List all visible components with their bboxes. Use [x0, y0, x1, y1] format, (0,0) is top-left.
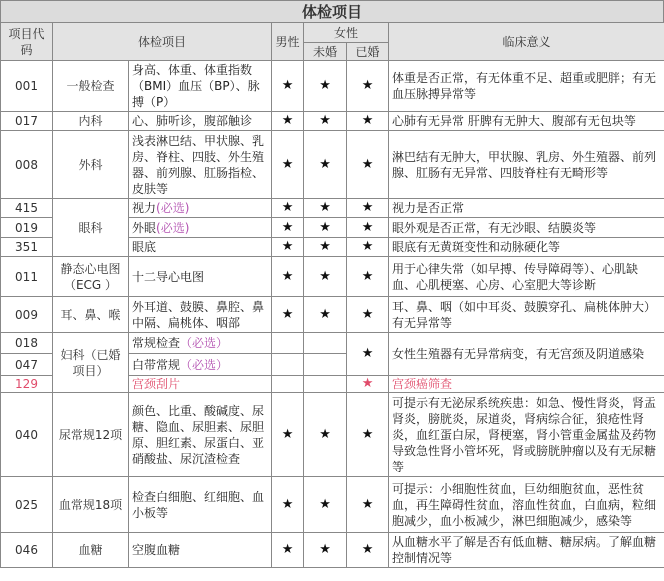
header-male: 男性 — [272, 23, 304, 61]
row-meaning: 体重是否正常，有无体重不足、超重或肥胖；有无血压脉搏异常等 — [389, 61, 664, 112]
row-item: 颜色、比重、酸碱度、尿糖、隐血、尿胆素、尿胆原、胆红素、尿蛋白、亚硝酸盐、尿沉渣检查 — [129, 393, 272, 477]
married-star: ★ — [347, 112, 389, 131]
male-star: ★ — [272, 477, 304, 533]
married-star: ★ — [347, 257, 389, 297]
row-meaning: 视力是否正常 — [389, 199, 664, 218]
row-item: 宫颈刮片 — [129, 376, 272, 393]
row-item: 浅表淋巴结、甲状腺、乳房、脊柱、四肢、外生殖器、前列腺、肛肠指检、皮肤等 — [129, 131, 272, 199]
row-code: 009 — [1, 297, 53, 333]
row-item — [129, 354, 272, 376]
unmarried-star: ★ — [304, 257, 347, 297]
unmarried-star: ★ — [304, 218, 347, 238]
row-item — [129, 199, 272, 218]
married-star: ★ — [347, 477, 389, 533]
row-meaning: 耳、鼻、咽（如中耳炎、鼓膜穿孔、扁桃体肿大）有无异常等 — [389, 297, 664, 333]
optional-tag: (必选) — [156, 220, 190, 235]
row-category: 静态心电图（ECG ） — [53, 257, 129, 297]
married-star: ★ — [347, 61, 389, 112]
row-meaning: 用于心律失常（如早搏、传导障碍等）、心肌缺血、心肌梗塞、心房、心室肥大等诊断 — [389, 257, 664, 297]
header-married: 已婚 — [347, 43, 389, 61]
unmarried-star: ★ — [304, 393, 347, 477]
optional-tag: (必选) — [156, 201, 190, 215]
row-code: 047 — [1, 354, 53, 376]
male-star: ★ — [272, 393, 304, 477]
married-star: ★ — [347, 533, 389, 568]
row-meaning: 可提示：小细胞性贫血，巨幼细胞贫血，恶性贫血，再生障碍性贫血，溶血性贫血，白血病，粒细胞减少，血小板减少，淋巴细胞减少，感染等 — [389, 477, 664, 533]
table-row — [1, 393, 664, 477]
row-code: 011 — [1, 257, 53, 297]
male-star: ★ — [272, 61, 304, 112]
table-row — [1, 297, 664, 333]
male-star: ★ — [272, 218, 304, 238]
row-category: 妇科（已婚项目） — [53, 333, 129, 393]
male-star: ★ — [272, 112, 304, 131]
optional-tag: （必选） — [180, 336, 229, 350]
row-category: 内科 — [53, 112, 129, 131]
married-star: ★ — [347, 297, 389, 333]
row-category: 尿常规12项 — [53, 393, 129, 477]
unmarried-star: ★ — [304, 112, 347, 131]
unmarried-star: ★ — [304, 297, 347, 333]
married-star: ★ — [347, 218, 389, 238]
married-star: ★ — [347, 333, 389, 376]
row-meaning: 淋巴结有无肿大，甲状腺、乳房、外生殖器、前列腺、肛肠有无异常、四肢脊柱有无畸形等 — [389, 131, 664, 199]
row-item: 心、肺听诊，腹部触诊 — [129, 112, 272, 131]
row-code: 017 — [1, 112, 53, 131]
row-meaning: 可提示有无泌尿系统疾患：如急、慢性肾炎，肾盂肾炎，膀胱炎，尿道炎，肾病综合征，狼疮性肾炎，血红蛋白尿，肾梗塞，肾小管重金属盐及药物导致急性肾小管坏死，肾或膀胱肿瘤以及有无尿糖等 — [389, 393, 664, 477]
row-category: 眼科 — [53, 199, 129, 257]
row-item — [129, 333, 272, 354]
row-code: 019 — [1, 218, 53, 238]
married-star: ★ — [347, 238, 389, 257]
row-item: 检查白细胞、红细胞、血小板等 — [129, 477, 272, 533]
unmarried-star — [304, 333, 347, 354]
row-category: 血糖 — [53, 533, 129, 568]
table-row — [1, 199, 664, 218]
row-category: 一般检查 — [53, 61, 129, 112]
unmarried-star — [304, 354, 347, 376]
unmarried-star: ★ — [304, 61, 347, 112]
male-star: ★ — [272, 533, 304, 568]
item-label: 外眼 — [132, 220, 157, 235]
header-meaning: 临床意义 — [389, 23, 664, 61]
item-label: 常规检查 — [132, 336, 181, 350]
row-item: 眼底 — [129, 238, 272, 257]
row-code: 001 — [1, 61, 53, 112]
header-item: 体检项目 — [53, 23, 272, 61]
row-code: 018 — [1, 333, 53, 354]
row-category: 外科 — [53, 131, 129, 199]
table-row — [1, 257, 664, 297]
row-item — [129, 218, 272, 238]
table-row — [1, 533, 664, 568]
table-row — [1, 112, 664, 131]
unmarried-star: ★ — [304, 477, 347, 533]
male-star — [272, 333, 304, 354]
row-meaning: 从血糖水平了解是否有低血糖、糖尿病。了解血糖控制情况等 — [389, 533, 664, 568]
male-star: ★ — [272, 199, 304, 218]
item-label: 视力 — [132, 201, 157, 215]
table-row — [1, 131, 664, 199]
header-code: 项目代码 — [1, 23, 53, 61]
unmarried-star — [304, 376, 347, 393]
table-row — [1, 333, 664, 354]
row-meaning: 女性生殖器有无异常病变，有无宫颈及阴道感染 — [389, 333, 664, 376]
row-meaning: 眼底有无黄斑变性和动脉硬化等 — [389, 238, 664, 257]
header-unmarried: 未婚 — [304, 43, 347, 61]
page-title: 体检项目 — [0, 0, 664, 22]
row-code: 129 — [1, 376, 53, 393]
row-category: 耳、鼻、喉 — [53, 297, 129, 333]
male-star: ★ — [272, 238, 304, 257]
married-star: ★ — [347, 393, 389, 477]
male-star — [272, 376, 304, 393]
unmarried-star: ★ — [304, 533, 347, 568]
unmarried-star: ★ — [304, 131, 347, 199]
row-code: 008 — [1, 131, 53, 199]
unmarried-star: ★ — [304, 199, 347, 218]
male-star: ★ — [272, 257, 304, 297]
unmarried-star: ★ — [304, 238, 347, 257]
row-code: 351 — [1, 238, 53, 257]
row-code: 415 — [1, 199, 53, 218]
male-star: ★ — [272, 131, 304, 199]
optional-tag: （必选） — [180, 357, 229, 372]
item-label: 白带常规 — [132, 357, 181, 372]
table-row — [1, 477, 664, 533]
married-star: ★ — [347, 199, 389, 218]
row-item: 外耳道、鼓膜、鼻腔、鼻中隔、扁桃体、咽部 — [129, 297, 272, 333]
row-meaning: 眼外观是否正常，有无沙眼、结膜炎等 — [389, 218, 664, 238]
row-meaning: 心肺有无异常 肝脾有无肿大、腹部有无包块等 — [389, 112, 664, 131]
row-code: 040 — [1, 393, 53, 477]
row-category: 血常规18项 — [53, 477, 129, 533]
header-female: 女性 — [304, 23, 389, 43]
table-row — [1, 61, 664, 112]
checkup-table — [0, 22, 664, 568]
married-star: ★ — [347, 376, 389, 393]
row-code: 025 — [1, 477, 53, 533]
male-star — [272, 354, 304, 376]
married-star: ★ — [347, 131, 389, 199]
row-item: 十二导心电图 — [129, 257, 272, 297]
row-item: 身高、体重、体重指数（BMI）血压（BP）、脉搏（P） — [129, 61, 272, 112]
row-meaning: 宫颈癌筛查 — [389, 376, 664, 393]
row-item: 空腹血糖 — [129, 533, 272, 568]
male-star: ★ — [272, 297, 304, 333]
row-code: 046 — [1, 533, 53, 568]
